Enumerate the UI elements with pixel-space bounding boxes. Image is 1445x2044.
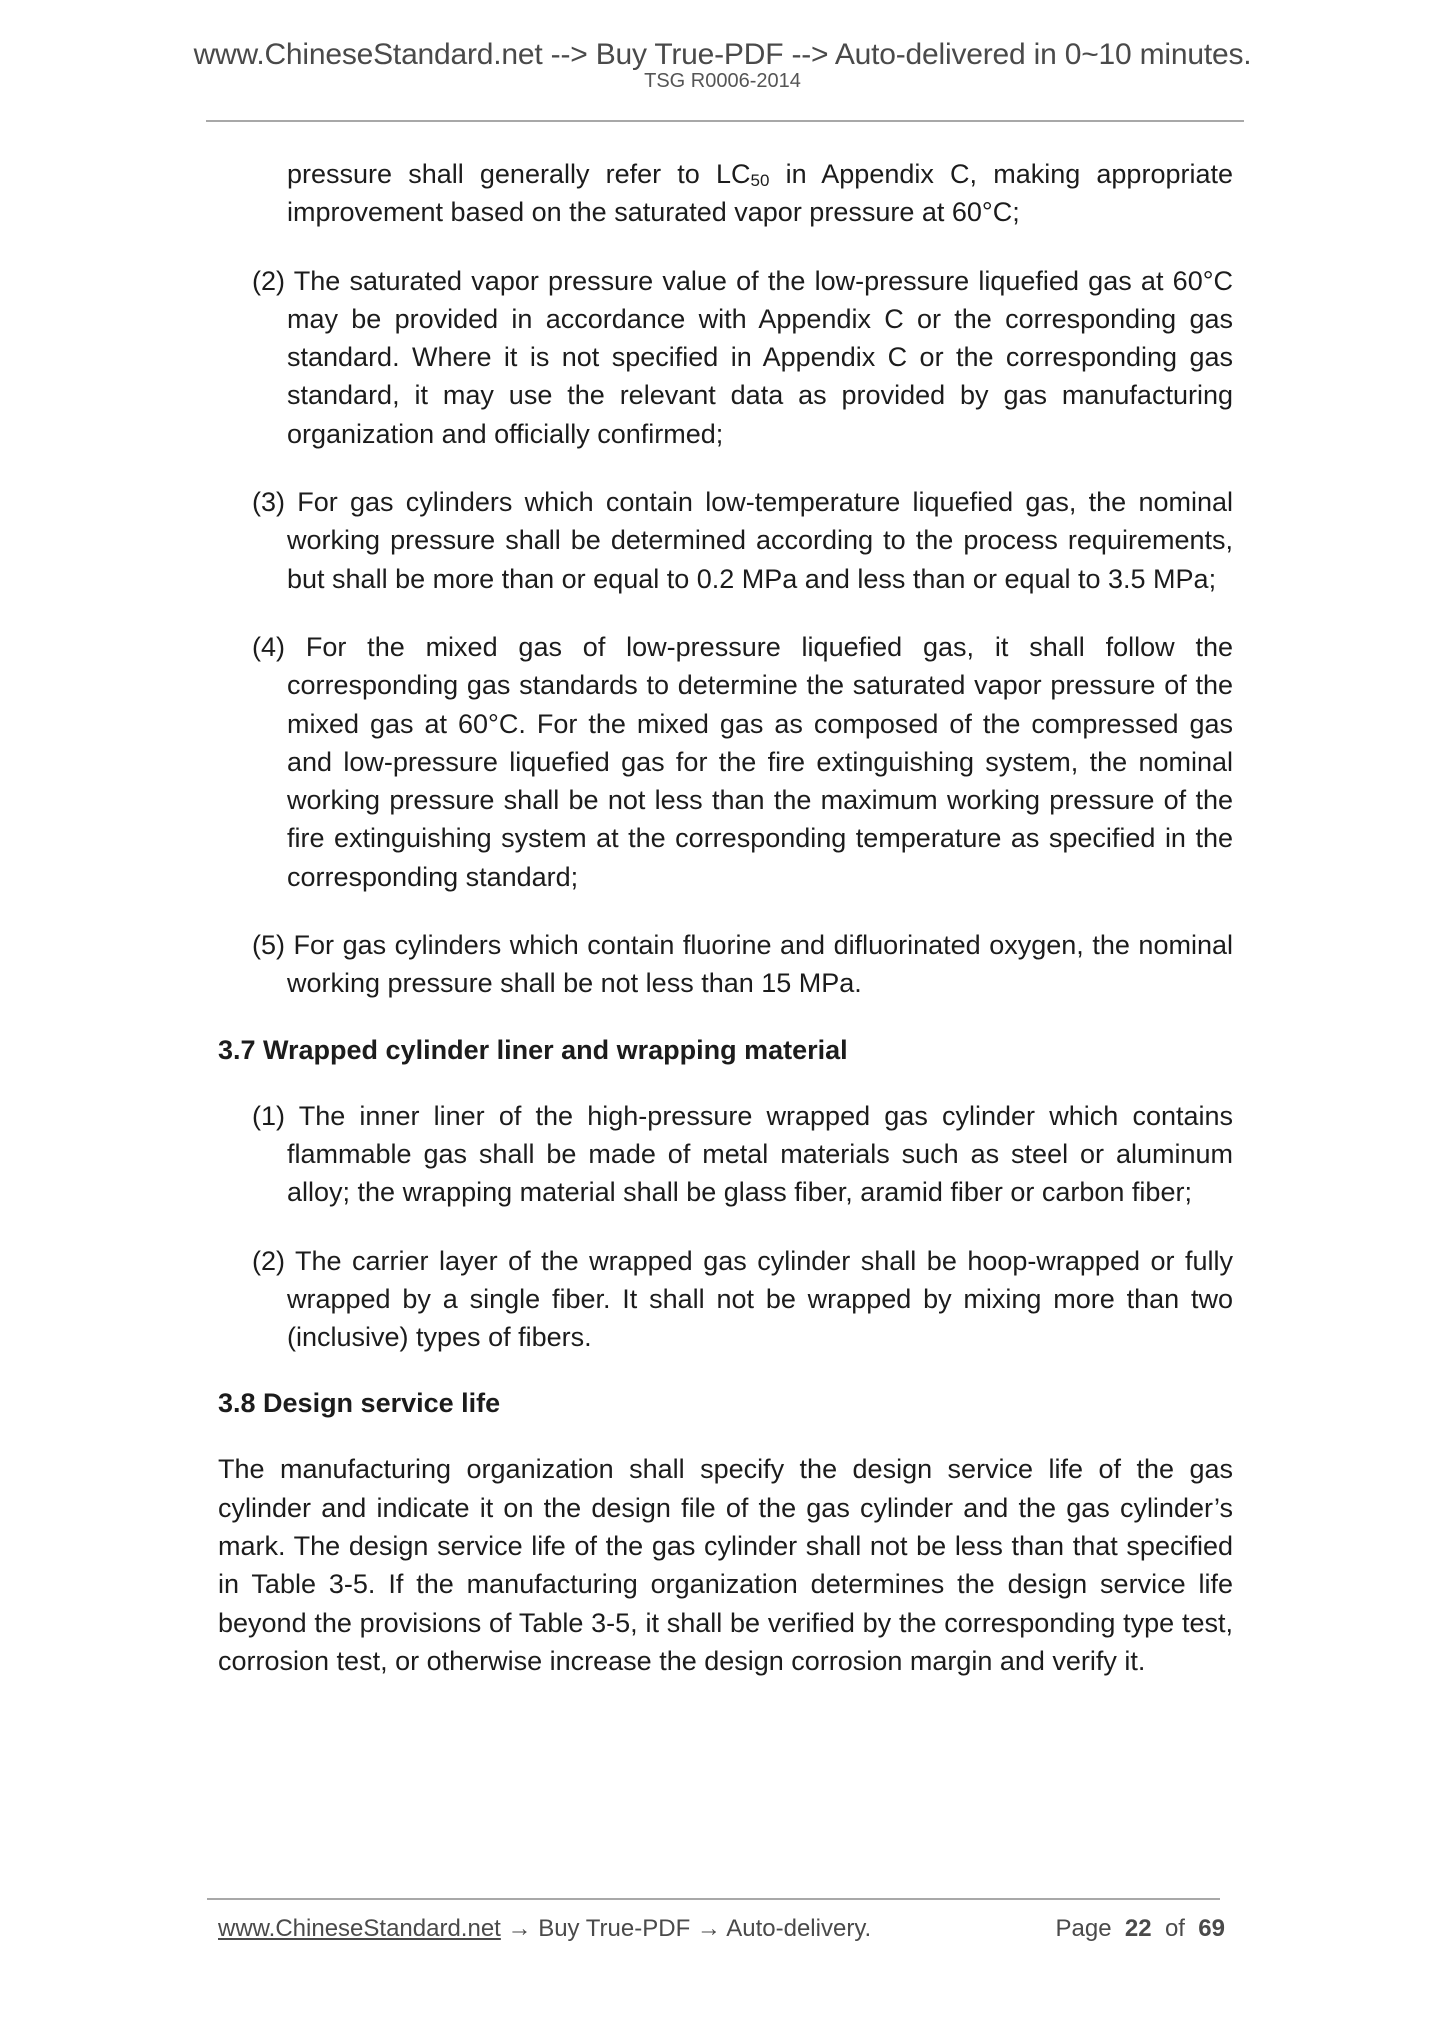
intro-text-end: in Appendix C, making appropriate improvement based on the saturated vapor pressure at 60°C; <box>287 159 1233 228</box>
section-heading-3-7: 3.7 Wrapped cylinder liner and wrapping material <box>218 1034 848 1065</box>
footer-divider <box>207 1898 1220 1900</box>
item-text: For gas cylinders which contain low-temperature liquefied gas, the nominal working pressure shall be determined according to the process requirements, but shall be more than or equal to 0.2 MPa and less than or equal to 3.5 MPa; <box>287 487 1233 594</box>
item-number: (5) <box>252 930 285 961</box>
page-current: 22 <box>1124 1915 1152 1942</box>
page-content <box>218 155 1233 1680</box>
footer-site-link[interactable]: www.ChineseStandard.net <box>218 1915 501 1942</box>
item-number: (3) <box>252 487 285 518</box>
page-of-label: of <box>1164 1915 1185 1942</box>
list-item-4 <box>218 628 1233 896</box>
item-number: (4) <box>252 631 285 662</box>
footer-delivery-text: Auto-delivery. <box>726 1915 872 1942</box>
section-3-8-body: The manufacturing organization shall specify the design service life of the gas cylinder and indicate it on the design file of the gas cylinder and the gas cylinder’s mark. The design service life of the gas cylinder shall not be less than that specified in Table 3-5. If the manufacturing organization determines the design service life beyond the provisions of Table 3-5, it shall be verified by the corresponding type test, corrosion test, or otherwise increase the design corrosion margin and verify it. <box>218 1454 1233 1676</box>
item-text: The inner liner of the high-pressure wrapped gas cylinder which contains flammable gas shall be made of metal materials such as steel or aluminum alloy; the wrapping material shall be glass fiber, aramid fiber or carbon fiber; <box>287 1100 1234 1208</box>
item-number: (2) <box>252 1245 285 1276</box>
document-code: TSG R0006-2014 <box>644 70 801 92</box>
intro-text-start: pressure shall generally refer to LC <box>287 159 751 189</box>
item-text: For the mixed gas of low-pressure liquefied gas, it shall follow the corresponding gas standards to determine the saturated vapor pressure of the mixed gas at 60°C. For the mixed gas as composed of the compressed gas and low-pressure liquefied gas for the fire extinguishing system, the nominal working pressure shall be not less than the maximum working pressure of the fire extinguishing system at the corresponding temperature as specified in the corresponding standard; <box>287 631 1233 892</box>
item-number: (1) <box>252 1100 285 1131</box>
arrow-right-icon: → <box>500 1915 539 1942</box>
list-item-5 <box>218 926 1233 1003</box>
top-banner: www.ChineseStandard.net --> Buy True-PDF --> Auto-delivered in 0~10 minutes. <box>193 38 1252 71</box>
page-total: 69 <box>1198 1915 1225 1942</box>
lc50-subscript: 50 <box>750 171 770 190</box>
page-label: Page <box>1055 1915 1112 1942</box>
section-heading-3-8: 3.8 Design service life <box>218 1388 501 1419</box>
footer-promo <box>218 1914 871 1944</box>
item-text: The carrier layer of the wrapped gas cylinder shall be hoop-wrapped or fully wrapped by a single fiber. It shall not be wrapped by mixing more than two (inclusive) types of fibers. <box>287 1245 1233 1353</box>
item-text: The saturated vapor pressure value of the low-pressure liquefied gas at 60°C may be provided in accordance with Appendix C or the corresponding gas standard. Where it is not specified in Appendix C or the corresponding gas standard, it may use the relevant data as provided by gas manufacturing organization and officially confirmed; <box>287 265 1234 449</box>
list-item-3 <box>218 483 1233 598</box>
list-item-3-7-1 <box>218 1097 1233 1212</box>
intro-continuation <box>218 155 1233 232</box>
header-divider <box>206 120 1244 122</box>
list-item-3-7-2 <box>218 1242 1233 1357</box>
footer-buy-text: Buy True-PDF <box>538 1915 691 1942</box>
page-indicator <box>1055 1914 1225 1944</box>
arrow-right-icon: → <box>690 1915 727 1942</box>
list-item-2 <box>218 262 1233 453</box>
item-number: (2) <box>252 265 285 296</box>
item-text: For gas cylinders which contain fluorine and difluorinated oxygen, the nominal working pressure shall be not less than 15 MPa. <box>287 930 1233 999</box>
